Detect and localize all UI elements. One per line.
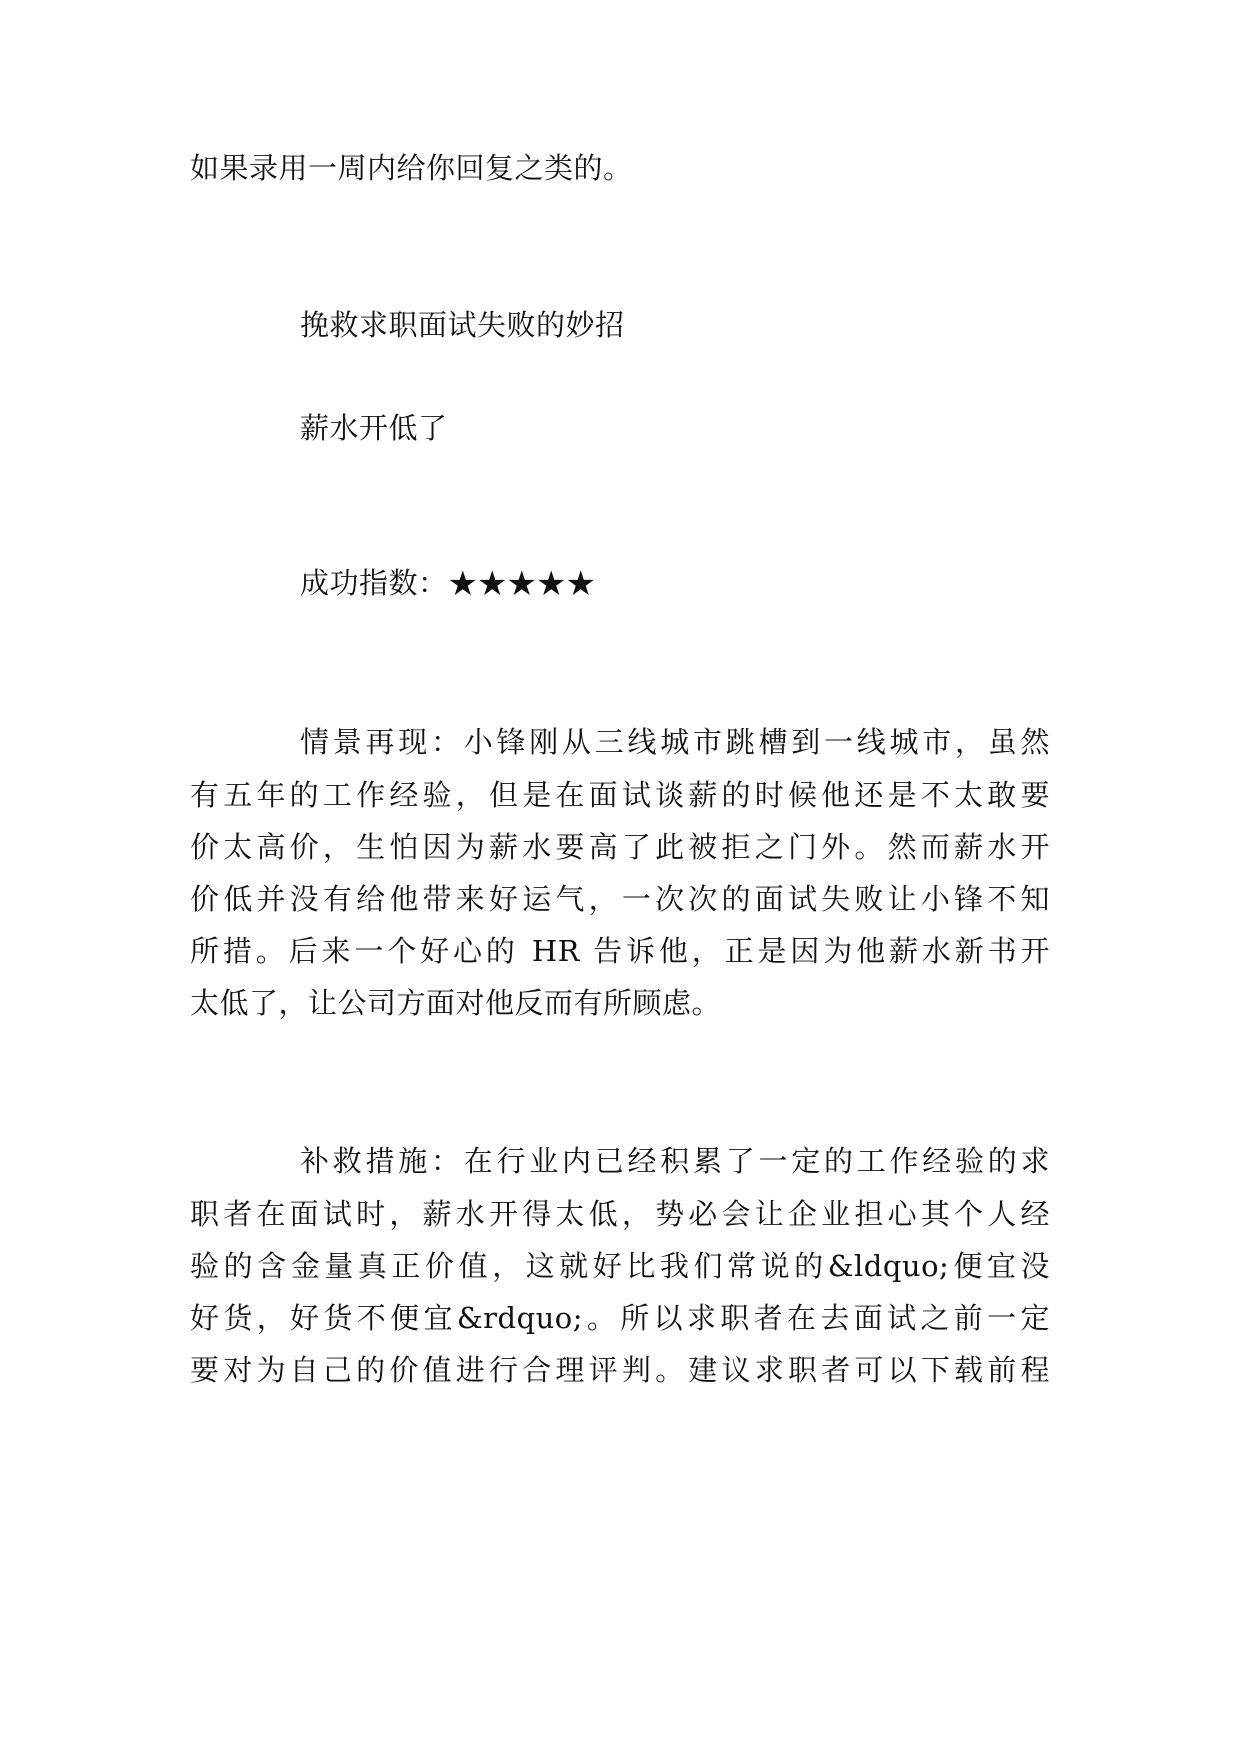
paragraph-2-line-1: 补救措施：在行业内已经积累了一定的工作经验的求	[300, 1144, 1050, 1178]
paragraph-2-line-3: 验的含金量真正价值，这就好比我们常说的&ldquo;便宜没	[190, 1249, 1050, 1283]
star-rating: ★★★★★	[447, 564, 595, 604]
paragraph-1-line-6: 太低了，让公司方面对他反而有所顾虑。	[190, 986, 722, 1020]
subsection-title: 薪水开低了	[300, 411, 448, 445]
paragraph-2-line-2: 职者在面试时，薪水开得太低，势必会让企业担心其个人经	[190, 1197, 1050, 1231]
body-line-closing: 如果录用一周内给你回复之类的。	[190, 151, 633, 185]
paragraph-2-line-4: 好货，好货不便宜&rdquo;。所以求职者在去面试之前一定	[190, 1301, 1050, 1335]
success-index-label: 成功指数：	[300, 566, 448, 600]
paragraph-1-line-2: 有五年的工作经验，但是在面试谈薪的时候他还是不太敢要	[190, 778, 1050, 812]
paragraph-1-line-4: 价低并没有给他带来好运气，一次次的面试失败让小锋不知	[190, 882, 1050, 916]
paragraph-1-line-3: 价太高价，生怕因为薪水要高了此被拒之门外。然而薪水开	[190, 830, 1050, 864]
section-title: 挽救求职面试失败的妙招	[300, 308, 625, 342]
paragraph-1-line-5: 所措。后来一个好心的 HR 告诉他，正是因为他薪水新书开	[190, 934, 1050, 968]
success-index	[300, 563, 595, 604]
paragraph-2-line-5: 要对为自己的价值进行合理评判。建议求职者可以下载前程	[190, 1353, 1050, 1387]
paragraph-1-line-1: 情景再现：小锋刚从三线城市跳槽到一线城市，虽然	[300, 725, 1050, 759]
